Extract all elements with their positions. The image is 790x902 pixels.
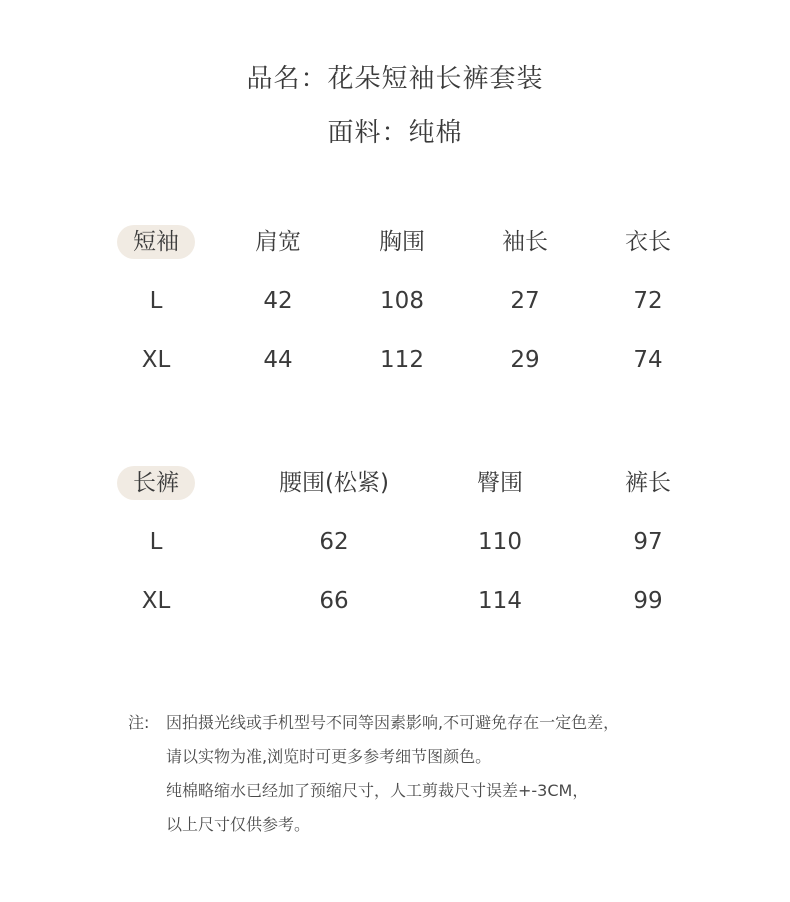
- shirt-row-size: XL: [141, 347, 171, 373]
- shirt-cell: 42: [263, 288, 293, 314]
- shirt-cell: 108: [380, 288, 424, 314]
- shirt-cell: 27: [510, 288, 540, 314]
- notes-prefix: 注:: [128, 713, 150, 732]
- shirt-table-label: 短袖: [117, 225, 195, 259]
- note-line: 请以实物为准,浏览时可更多参考细节图颜色。: [166, 747, 492, 766]
- shirt-cell: 74: [633, 347, 663, 373]
- pants-col-waist: 腰围(松紧): [279, 470, 389, 496]
- pants-table-label: 长裤: [117, 466, 195, 500]
- shirt-col-sleeve: 袖长: [502, 229, 548, 255]
- pants-cell: 114: [478, 588, 522, 614]
- pants-cell: 99: [633, 588, 663, 614]
- pants-col-length: 裤长: [625, 470, 671, 496]
- shirt-cell: 72: [633, 288, 663, 314]
- note-line: 因拍摄光线或手机型号不同等因素影响,不可避免存在一定色差，: [166, 713, 620, 732]
- shirt-col-length: 衣长: [625, 229, 671, 255]
- pants-row-size: L: [149, 529, 163, 555]
- shirt-row-size: L: [149, 288, 163, 314]
- pants-cell: 62: [319, 529, 349, 555]
- shirt-col-shoulder: 肩宽: [255, 229, 301, 255]
- pants-row-size: XL: [141, 588, 171, 614]
- pants-cell: 110: [478, 529, 522, 555]
- note-line: 纯棉略缩水已经加了预缩尺寸，人工剪裁尺寸误差+-3CM，: [166, 781, 589, 800]
- pants-col-hip: 臀围: [477, 470, 523, 496]
- pants-cell: 97: [633, 529, 663, 555]
- shirt-col-chest: 胸围: [379, 229, 425, 255]
- shirt-cell: 112: [380, 347, 424, 373]
- shirt-cell: 29: [510, 347, 540, 373]
- shirt-cell: 44: [263, 347, 293, 373]
- pants-cell: 66: [319, 588, 349, 614]
- fabric-info: 面料：纯棉: [327, 118, 463, 148]
- product-name: 品名：花朵短袖长裤套装: [246, 64, 544, 94]
- note-line: 以上尺寸仅供参考。: [166, 815, 311, 834]
